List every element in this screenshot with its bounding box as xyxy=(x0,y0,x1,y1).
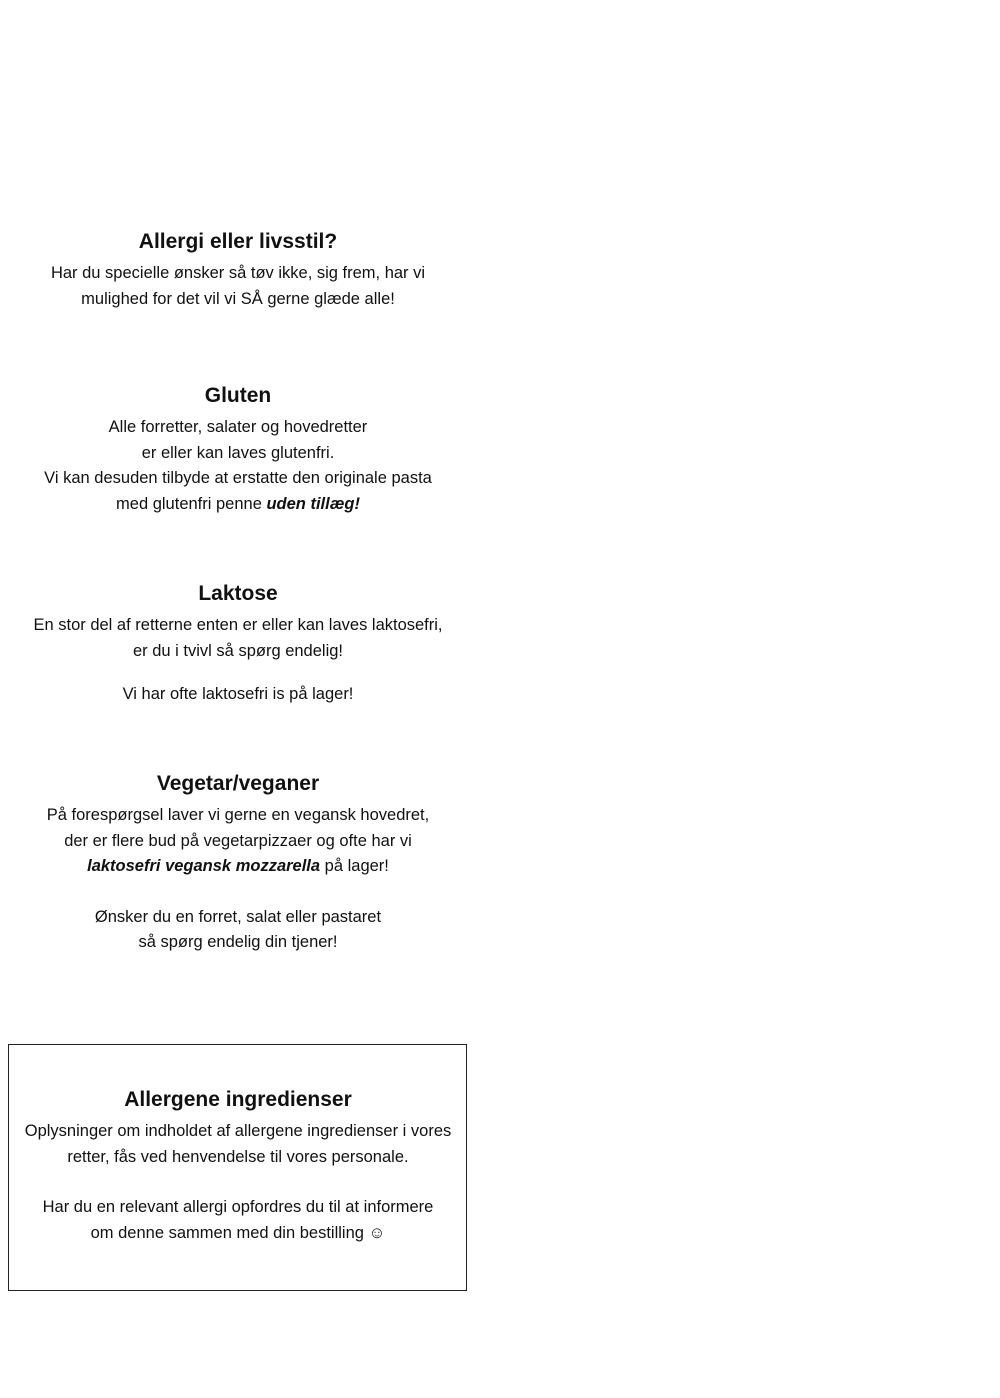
vegetar-spacer xyxy=(8,880,468,905)
heading-laktose: Laktose xyxy=(198,582,278,605)
gluten-line-4-emphasis: uden tillæg! xyxy=(266,494,360,513)
allergene-spacer xyxy=(8,1170,468,1195)
heading-gluten: Gluten xyxy=(204,384,272,407)
laktose-spacer xyxy=(8,664,468,682)
gluten-line-4-prefix: med glutenfri penne xyxy=(116,494,267,513)
allergene-line-2: retter, fås ved henvendelse til vores personale. xyxy=(67,1147,409,1166)
section-allergene xyxy=(8,1087,468,1246)
vegetar-line-3-suffix: på lager! xyxy=(320,857,389,876)
vegetar-line-4: Ønsker du en forret, salat eller pastaret xyxy=(94,907,382,926)
section-vegetar xyxy=(8,771,468,956)
heading-vegetar: Vegetar/veganer xyxy=(156,772,320,795)
vegetar-line-3 xyxy=(8,854,468,880)
allergi-line-2: mulighed for det vil vi SÅ gerne glæde alle! xyxy=(81,289,395,308)
allergi-line-1: Har du specielle ønsker så tøv ikke, sig frem, har vi xyxy=(50,264,426,282)
vegetar-line-5: så spørg endelig din tjener! xyxy=(138,933,338,952)
gluten-line-2: er eller kan laves glutenfri. xyxy=(141,443,335,462)
vegetar-line-2: der er flere bud på vegetarpizzaer og ofte har vi xyxy=(64,831,412,850)
section-gluten xyxy=(8,383,468,517)
allergene-line-3: Har du en relevant allergi opfordres du til at informere xyxy=(42,1198,434,1217)
laktose-line-2: er du i tvivl så spørg endelig! xyxy=(132,641,343,660)
gluten-line-4 xyxy=(8,492,468,518)
section-allergi xyxy=(8,229,468,312)
vegetar-line-3-emphasis: laktosefri vegansk mozzarella xyxy=(87,857,321,876)
allergene-line-1: Oplysninger om indholdet af allergene ingredienser i vores xyxy=(24,1122,452,1140)
heading-allergi: Allergi eller livsstil? xyxy=(138,230,338,253)
gluten-line-3: Vi kan desuden tilbyde at erstatte den originale pasta xyxy=(44,469,432,488)
laktose-line-1: En stor del af retterne enten er eller kan laves laktosefri, xyxy=(33,616,443,634)
heading-allergene: Allergene ingredienser xyxy=(124,1088,352,1111)
allergene-line-4: om denne sammen med din bestilling ☺ xyxy=(90,1223,386,1242)
section-laktose xyxy=(8,581,468,708)
gluten-line-1: Alle forretter, salater og hovedretter xyxy=(108,418,368,436)
laktose-line-3: Vi har ofte laktosefri is på lager! xyxy=(122,685,354,704)
vegetar-line-1: På forespørgsel laver vi gerne en vegansk hovedret, xyxy=(46,806,430,824)
